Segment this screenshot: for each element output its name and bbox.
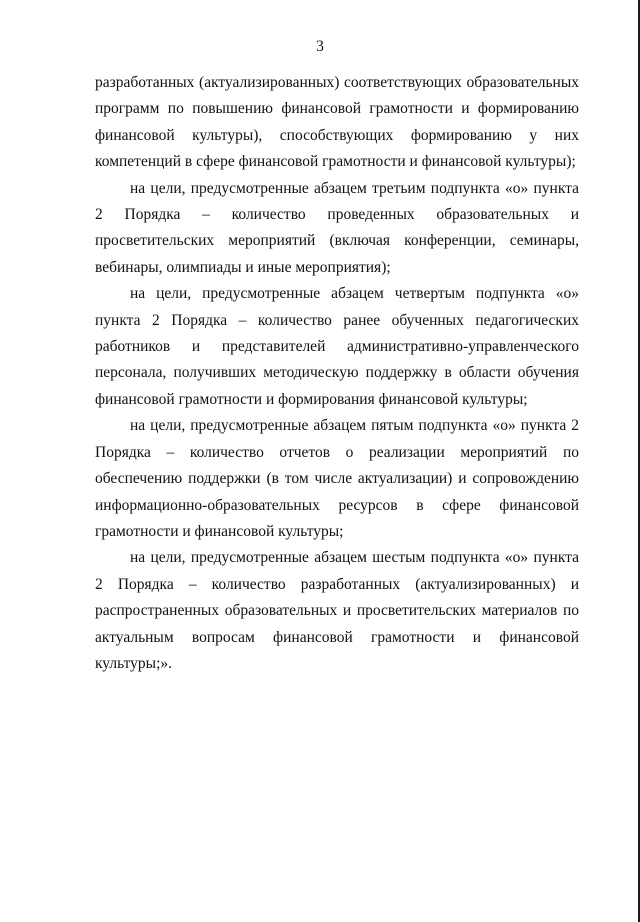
paragraph-abzac-4: на цели, предусмотренные абзацем четвертым подпункта «о» пункта 2 Порядка – количество ранее обученных педагогических работников и представителей административно-управленческого персонала, получивших методическую поддержку в области обучения финансовой грамотности и формирования финансовой культуры; (95, 285, 579, 408)
document-body (95, 70, 579, 677)
paragraph-abzac-5: на цели, предусмотренные абзацем пятым подпункта «о» пункта 2 Порядка – количество отчетов о реализации мероприятий по обеспечению поддержки (в том числе актуализации) и сопровождению информационно-образовательных ресурсов в сфере финансовой грамотности и финансовой культуры; (95, 417, 579, 540)
page-number: 3 (316, 38, 324, 55)
paragraph-abzac-6: на цели, предусмотренные абзацем шестым подпункта «о» пункта 2 Порядка – количество разработанных (актуализированных) и распространенных образовательных и просветительских материалов по актуальным вопросам финансовой грамотности и финансовой культуры;». (95, 549, 579, 672)
paragraph-abzac-3: на цели, предусмотренные абзацем третьим подпункта «о» пункта 2 Порядка – количество проведенных образовательных и просветительских мероприятий (включая конференции, семинары, вебинары, олимпиады и иные мероприятия); (95, 179, 579, 276)
paragraph-continuation: разработанных (актуализированных) соответствующих образовательных программ по повышению финансовой грамотности и формированию финансовой культуры), способствующих формированию у них компетенций в сфере финансовой грамотности и финансовой культуры); (95, 74, 579, 171)
